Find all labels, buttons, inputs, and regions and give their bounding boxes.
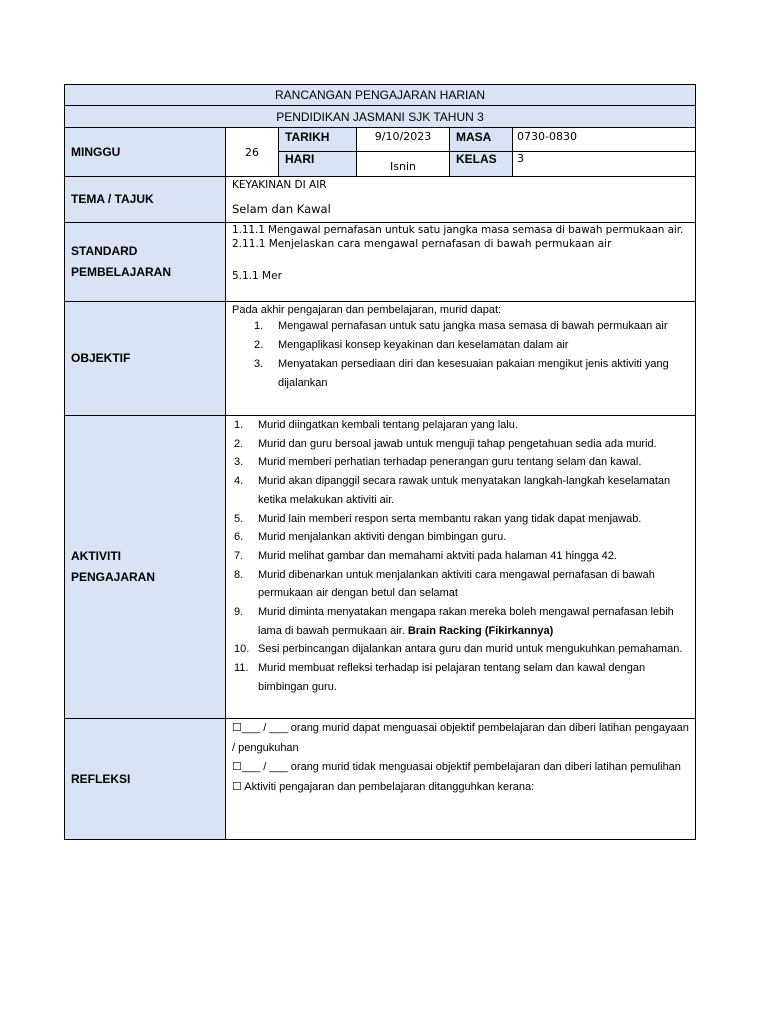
refleksi-label: REFLEKSI [65, 719, 226, 840]
list-item: 6. Murid menjalankan aktiviti dengan bimbingan guru. [234, 531, 507, 544]
subtitle-cell [65, 106, 696, 128]
list-item: 3. Menyatakan persediaan diri dan kesesuaian pakaian mengikut jenis aktiviti yang dijalankan [254, 358, 669, 389]
aktiviti-label-line-2: PENGAJARAN [71, 570, 156, 584]
tema-row [65, 177, 696, 223]
masa-value: 0730-0830 [513, 128, 696, 152]
standard-item: 2.11.1 Menjelaskan cara mengawal pernafasan di bawah permukaan air [232, 238, 612, 250]
refleksi-row [65, 719, 696, 840]
standard-label [65, 223, 226, 302]
hari-label: HARI [279, 152, 357, 177]
subtitle-row [65, 106, 696, 128]
kelas-value: 3 [513, 152, 696, 177]
refleksi-line-3: ☐ Aktiviti pengajaran dan pembelajaran ditangguhkan kerana: [232, 780, 535, 793]
objektif-row [65, 302, 696, 416]
standard-content [226, 223, 696, 302]
refleksi-line-1: ☐___ / ___ orang murid dapat menguasai objektif pembelajaran dan diberi latihan pengayaan / pengukuhan [232, 722, 689, 754]
list-item: 3. Murid memberi perhatian terhadap penerangan guru tentang selam dan kawal. [234, 456, 642, 469]
tarikh-label: TARIKH [279, 128, 357, 152]
list-item: 9. Murid diminta menyatakan mengapa rakan mereka boleh mengawal pernafasan lebih lama di bawah permukaan air. Brain Racking (Fikirkannya) [234, 606, 674, 637]
tema-label: TEMA / TAJUK [65, 177, 226, 223]
hari-value: Isnin [357, 152, 450, 177]
standard-item: 5.1.1 Mer [232, 270, 282, 282]
lesson-plan-table [64, 84, 696, 840]
standard-item: 1.11.1 Mengawal pernafasan untuk satu jangka masa semasa di bawah permukaan air. [232, 224, 684, 236]
objektif-list [232, 317, 689, 393]
aktiviti-label [65, 416, 226, 719]
page-subtitle: PENDIDIKAN JASMANI SJK TAHUN 3 [276, 109, 484, 124]
tema-line-1: KEYAKINAN DI AIR [232, 179, 327, 191]
list-item: 5. Murid lain memberi respon serta membantu rakan yang tidak dapat menjawab. [234, 512, 642, 525]
refleksi-line-2: ☐___ / ___ orang murid tidak menguasai objektif pembelajaran dan diberi latihan pemulihan [232, 761, 681, 773]
standard-row [65, 223, 696, 302]
tema-content [226, 177, 696, 223]
standard-label-line-1: STANDARD [71, 244, 138, 258]
list-item: 8. Murid dibenarkan untuk menjalankan aktiviti cara mengawal pernafasan di bawah permukaan air dengan betul dan selamat [234, 568, 655, 600]
minggu-value: 26 [226, 128, 279, 177]
tema-line-2: Selam dan Kawal [232, 202, 331, 216]
list-item: 11. Murid membuat refleksi terhadap isi pelajaran tentang selam dan kawal dengan bimbingan guru. [234, 662, 646, 693]
aktiviti-label-line-1: AKTIVITI [71, 549, 121, 563]
kelas-label: KELAS [450, 152, 513, 177]
title-row [65, 85, 696, 106]
list-item: 1. Mengawal pernafasan untuk satu jangka masa semasa di bawah permukaan air [254, 320, 668, 332]
refleksi-content [226, 719, 696, 840]
list-item: 10. Sesi perbincangan dijalankan antara guru dan murid untuk mengukuhkan pemahaman. [234, 643, 683, 656]
list-item: 7. Murid melihat gambar dan memahami aktviti pada halaman 41 hingga 42. [234, 549, 617, 562]
objektif-label: OBJEKTIF [65, 302, 226, 416]
title-cell [65, 85, 696, 106]
list-item: 2. Murid dan guru bersoal jawab untuk menguji tahap pengetahuan sedia ada murid. [234, 437, 657, 450]
page-title: RANCANGAN PENGAJARAN HARIAN [274, 88, 486, 102]
brain-racking-label: Brain Racking (Fikirkannya) [407, 624, 554, 637]
aktiviti-list [234, 416, 689, 697]
standard-label-line-2: PEMBELAJARAN [71, 265, 172, 279]
list-item: 2. Mengaplikasi konsep keyakinan dan keselamatan dalam air [254, 339, 569, 351]
info-row-1 [65, 128, 696, 152]
aktiviti-row [65, 416, 696, 719]
aktiviti-content [226, 416, 696, 719]
list-item: 4. Murid akan dipanggil secara rawak untuk menyatakan langkah-langkah keselamatan ketika melakukan aktiviti air. [234, 475, 671, 506]
tarikh-value: 9/10/2023 [357, 128, 450, 152]
objektif-intro: Pada akhir pengajaran dan pembelajaran, murid dapat: [232, 304, 502, 316]
minggu-label: MINGGU [65, 128, 226, 177]
masa-label: MASA [450, 128, 513, 152]
objektif-content [226, 302, 696, 416]
list-item: 1. Murid diingatkan kembali tentang pelajaran yang lalu. [234, 419, 518, 431]
